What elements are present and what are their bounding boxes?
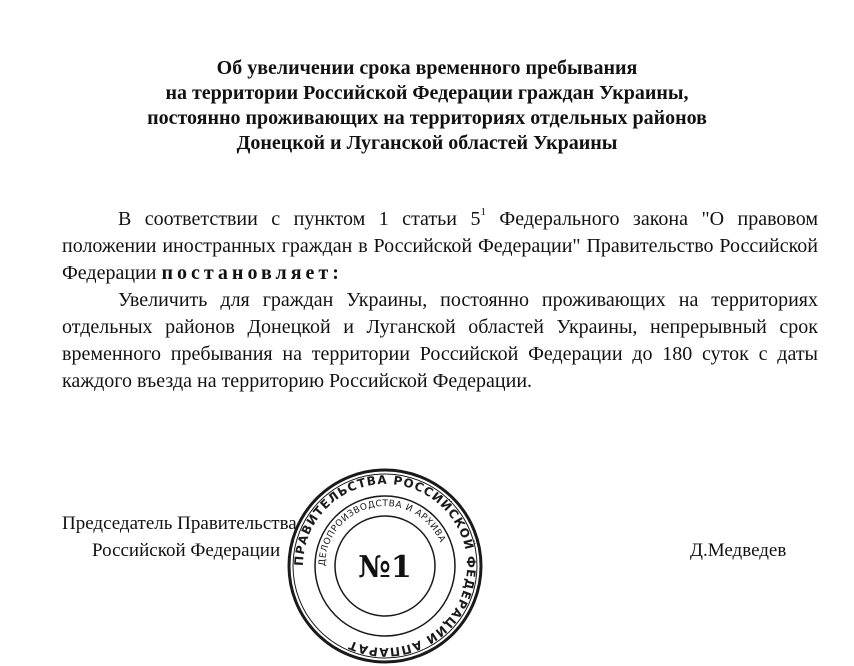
footnote-superscript: 1 <box>480 206 486 218</box>
signature-position-line: Председатель Правительства <box>62 513 297 534</box>
paragraph-decision: Увеличить для граждан Украины, постоянно проживающих на территориях отдельных районов Донецкой и Луганской областей Украины, непрерывный срок временного пребывания на территории Российской Федерации до 180 суток с даты каждого въезда на территорию Российской Федерации. <box>62 289 818 392</box>
title-line: Об увеличении срока временного пребывания <box>216 57 638 79</box>
official-seal <box>285 466 485 666</box>
title-line: Донецкой и Луганской областей Украины <box>236 132 618 154</box>
seal-inner-text: ДЕЛОПРОИЗВОДСТВА И АРХИВА <box>317 498 447 567</box>
seal-outer-text: ПРАВИТЕЛЬСТВА РОССИЙСКОЙ ФЕДЕРАЦИИ АППАРАТ <box>291 472 479 660</box>
preamble-text-continued: Федерального закона "О правовом положении иностранных граждан в Российской Федерации" Правительство Российской Федерации <box>62 208 818 284</box>
signature-position-line: Российской Федерации <box>92 540 281 561</box>
signatory-name: Д.Медведев <box>690 540 787 561</box>
signature-position <box>62 510 297 564</box>
title-line: на территории Российской Федерации граждан Украины, <box>165 82 689 104</box>
seal-number: №1 <box>358 550 412 585</box>
resolution-keyword: постановляет: <box>161 262 343 284</box>
document-body <box>62 206 818 395</box>
title-block <box>0 56 854 156</box>
paragraph-preamble <box>62 206 818 287</box>
title-line: постоянно проживающих на территориях отдельных районов <box>147 107 707 129</box>
preamble-text: В соответствии с пунктом 1 статьи 5 <box>118 208 481 230</box>
